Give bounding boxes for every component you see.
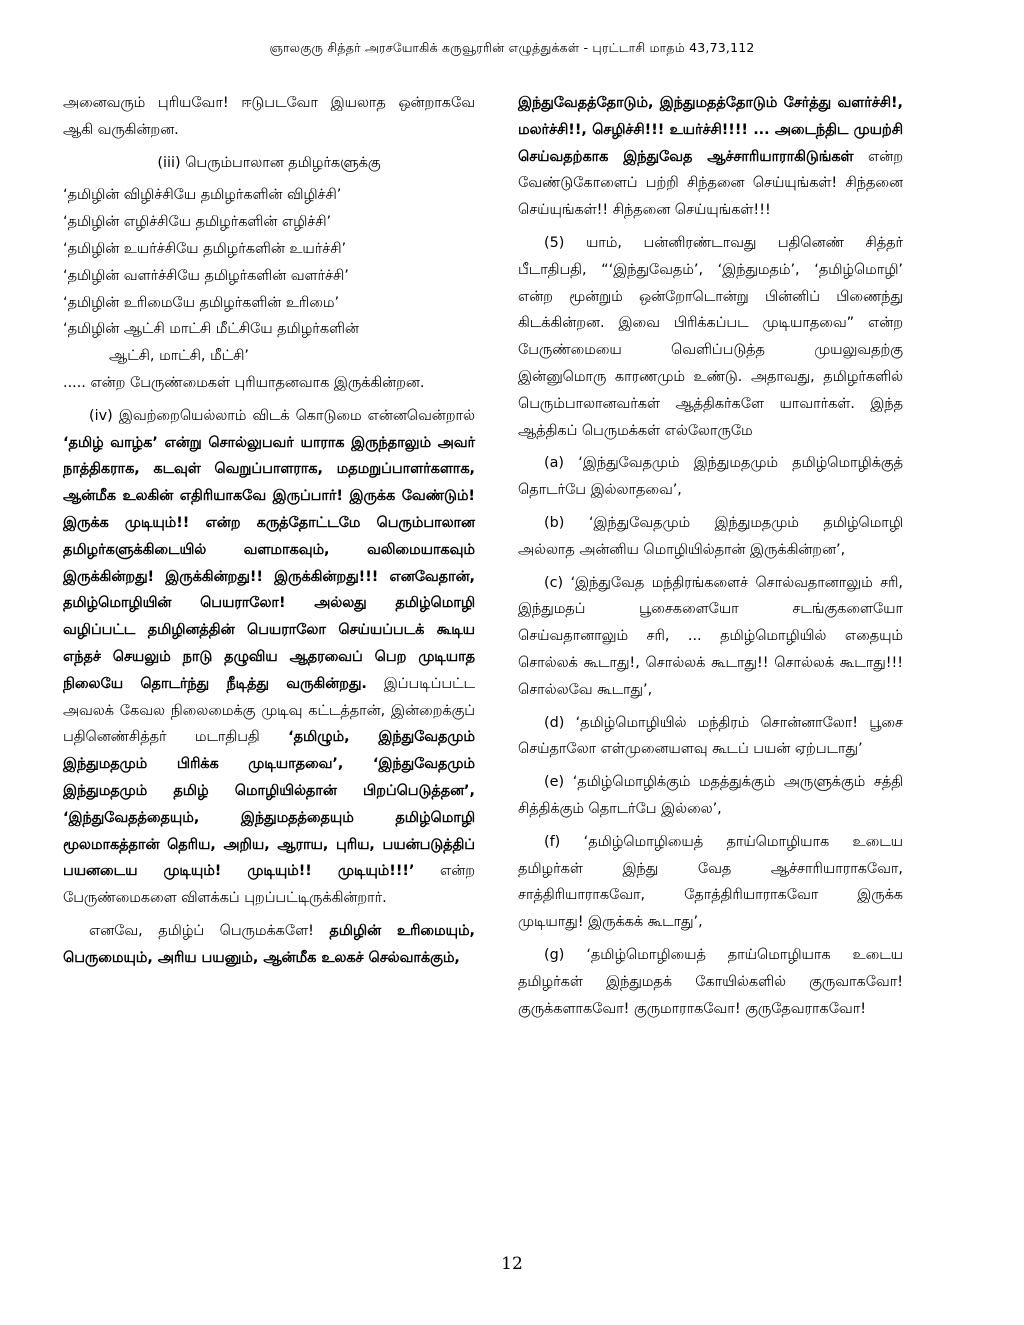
bold-text-run: இந்துவேதத்தோடும், இந்துமதத்தோடும் சேர்த்து வளர்ச்சி!, மலர்ச்சி!!, செழிச்சி!!! உயர்ச்சி!!!! ... அடைந்திட முயற்சி செய்வதற்காக இந்துவேத ஆச்சாரியாராகிடுங்கள் xyxy=(518,95,903,165)
list-item-b: (b) ‘இந்துவேதமும் இந்துமதமும் தமிழ்மொழி அல்லாத அன்னிய மொழியில்தான் இருக்கின்றன’, xyxy=(518,514,903,558)
quote-line: ‘தமிழின் வளர்ச்சியே தமிழர்களின் வளர்ச்சி’ xyxy=(63,267,349,284)
text-run: இப்படிப்பட்ட அவலக் கேவல நிலைமைக்கு முடிவு கட்டத்தான், இன்றைக்குப் பதினெண்சித்தர் மடாதிபதி xyxy=(63,675,475,746)
bold-text-run: ‘தமிழும், இந்துவேதமும் இந்துமதமும் பிரிக்க முடியாதவை’, ‘இந்துவேதமும் இந்துமதமும் தமிழ் மொழியில்தான் பிறப்பெடுத்தன’, ‘இந்துவேதத்தையும், இந்துமதத்தையும் தமிழ்மொழி மூலமாகத்தான் தெரிய, அறிய, ஆராய, புரிய, பயன்படுத்திப் பயனடைய முடியும்! முடியும்!! முடியும்!!!’ xyxy=(63,729,475,880)
paragraph-5: (5) யாம், பன்னிரண்டாவது பதினெண் சித்தர் பீடாதிபதி, “‘இந்துவேதம்’, ‘இந்துமதம்’, ‘தமிழ்மொழி’ என்ற மூன்றும் ஒன்றோடொன்று பின்னிப் பிணைந்து கிடக்கின்றன. இவை பிரிக்கப்பட முடியாதவை” என்ற பேருண்மையை வெளிப்படுத்த முயலுவதற்கு இன்னுமொரு காரணமும் உண்டு. அதாவது, தமிழர்களில் பெரும்பாலானவர்கள் ஆத்திகர்களே யாவார்கள். இந்த ஆத்திகப் பெருமக்கள் எல்லோருமே xyxy=(518,234,903,439)
paragraph xyxy=(518,90,903,224)
list-item-f: (f) ‘தமிழ்மொழியைத் தாய்மொழியாக உடைய தமிழர்கள் இந்து வேத ஆச்சாரியாராகவோ, சாத்திரியாராகவோ, தோத்திரியாராகவோ இருக்க முடியாது! இருக்கக் கூடாது’, xyxy=(518,833,903,931)
quote-line: ‘தமிழின் விழிச்சியே தமிழர்களின் விழிச்சி’ xyxy=(63,187,342,204)
left-column xyxy=(63,90,475,978)
paragraph-iv xyxy=(63,403,475,912)
paragraph: அனைவரும் புரியவோ! ஈடுபடவோ இயலாத ஒன்றாகவே ஆகி வருகின்றன. xyxy=(63,95,475,138)
list-item-g: (g) ‘தமிழ்மொழியைத் தாய்மொழியாக உடைய தமிழர்கள் இந்துமதக் கோயில்களில் குருவாகவோ! குருக்களாகவோ! குருமாராகவோ! குருதேவராகவோ! xyxy=(518,946,903,1017)
bold-text-run: தமிழின் உரிமையும், பெருமையும், அரிய பயனும், ஆன்மீக உலகச் செல்வாக்கும், xyxy=(63,922,475,966)
page-header: ஞாலகுரு சித்தர் அரசயோகிக் கருவூரரின் எழுத்துக்கள் - புரட்டாசி மாதம் 43,73,112 xyxy=(269,40,755,55)
paragraph: ..... என்ற பேருண்மைகள் புரியாதனவாக இருக்கின்றன. xyxy=(63,374,425,391)
bold-text-run: ‘தமிழ் வாழ்க’ என்று சொல்லுபவர் யாராக இருந்தாலும் அவர் நாத்திகராக, கடவுள் வெறுப்பாளராக, மதமறுப்பாளர்களாக, ஆன்மீக உலகின் எதிரியாகவே இருப்பார்! இருக்க வேண்டும்! இருக்க முடியும்!! என்ற கருத்தோட்டமே பெரும்பாலான தமிழர்களுக்கிடையில் வளமாகவும், வலிமையாகவும் இருக்கின்றது! இருக்கின்றது!! இருக்கின்றது!!! எனவேதான், தமிழ்மொழியின் பெயராலோ! அல்லது தமிழ்மொழி வழிப்பட்ட தமிழினத்தின் பெயராலோ செய்யப்படக் கூடிய எந்தச் செயலும் நாடு தழுவிய ஆதரவைப் பெற முடியாத நிலையே தொடர்ந்து நீடித்து வருகின்றது. xyxy=(63,434,475,692)
list-item-d: (d) ‘தமிழ்மொழியில் மந்திரம் சொன்னாலோ! பூசை செய்தாலோ எள்முனையளவு கூடப் பயன் ஏற்படாது’ xyxy=(518,714,903,758)
text-run: என்ற வேண்டுகோளைப் பற்றி சிந்தனை செய்யுங்கள்! சிந்தனை செய்யுங்கள்!! சிந்தனை செய்யுங்கள்!!! xyxy=(518,148,903,219)
list-item-a: (a) ‘இந்துவேதமும் இந்துமதமும் தமிழ்மொழிக்குத் தொடர்பே இல்லாதவை’, xyxy=(518,455,903,499)
quote-line: ஆட்சி, மாட்சி, மீட்சி’ xyxy=(109,348,249,365)
quote-line: ‘தமிழின் ஆட்சி மாட்சி மீட்சியே தமிழர்களின் xyxy=(63,321,359,338)
quote-line: ‘தமிழின் உரிமையே தமிழர்களின் உரிமை’ xyxy=(63,294,340,311)
section-heading-iii: (iii) பெரும்பாலான தமிழர்களுக்கு xyxy=(157,154,381,171)
text-run: (iv) இவற்றையெல்லாம் விடக் கொடுமை என்னவென்றால் xyxy=(89,407,475,424)
paragraph xyxy=(63,918,475,972)
quote-line: ‘தமிழின் எழிச்சியே தமிழர்களின் எழிச்சி’ xyxy=(63,214,332,231)
text-run: என்ற பேருண்மைகளை விளக்கப் புறப்பட்டிருக்கின்றார். xyxy=(63,863,475,907)
quote-line: ‘தமிழின் உயர்ச்சியே தமிழர்களின் உயர்ச்சி’ xyxy=(63,240,347,257)
list-item-c: (c) ‘இந்துவேத மந்திரங்களைச் சொல்வதானாலும் சரி, இந்துமதப் பூசைகளையோ சடங்குகளையோ செய்வதானாலும் சரி, ... தமிழ்மொழியில் எதையும் சொல்லக் கூடாது!, சொல்லக் கூடாது!! சொல்லக் கூடாது!!! சொல்லவே கூடாது’, xyxy=(518,574,903,698)
list-item-e: (e) ‘தமிழ்மொழிக்கும் மதத்துக்கும் அருளுக்கும் சத்தி சித்திக்கும் தொடர்பே இல்லை’, xyxy=(518,774,903,817)
right-column xyxy=(518,90,903,1028)
page-number: 12 xyxy=(501,1254,523,1274)
text-run: எனவே, தமிழ்ப் பெருமக்களே! xyxy=(89,922,330,939)
